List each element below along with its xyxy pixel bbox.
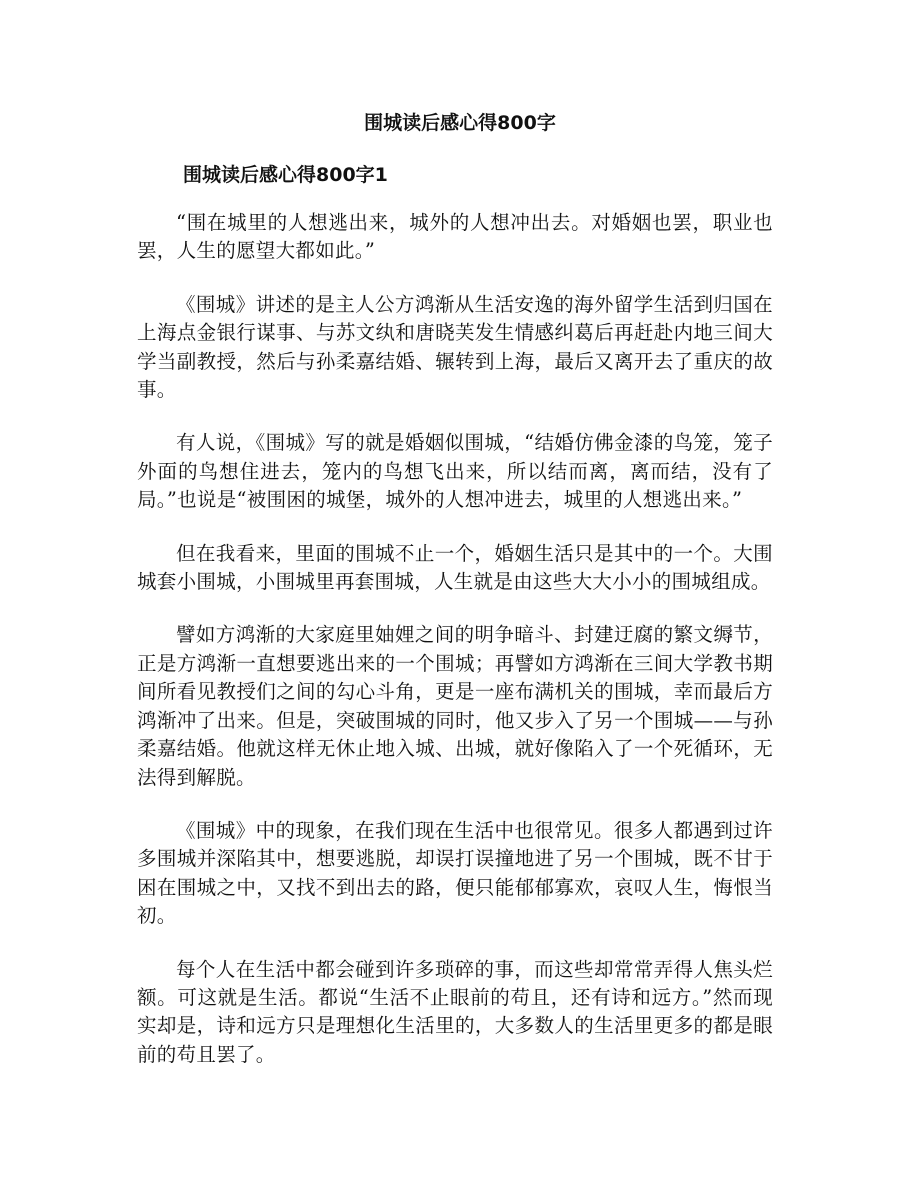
paragraph: 《围城》讲述的是主人公方鸿渐从生活安逸的海外留学生活到归国在上海点金银行谋事、与苏文纨和唐晓芙发生情感纠葛后再赶赴内地三间大学当副教授，然后与孙柔嘉结婚、辗转到上海，最后又离开去了重庆的故事。 (137, 292, 773, 402)
document-body (137, 209, 773, 1094)
section-heading: 围城读后感心得800字1 (183, 164, 388, 186)
paragraph: 有人说，《围城》写的就是婚姻似围城，“结婚仿佛金漆的鸟笼，笼子外面的鸟想住进去，笼内的鸟想飞出来，所以结而离，离而结，没有了局。”也说是“被围困的城堡，城外的人想冲进去，城里的人想逃出来。” (137, 431, 773, 512)
document-title: 围城读后感心得800字 (364, 112, 556, 134)
paragraph: 每个人在生活中都会碰到许多琐碎的事，而这些却常常弄得人焦头烂额。可这就是生活。都说“生活不止眼前的苟且，还有诗和远方。”然而现实却是，诗和远方只是理想化生活里的，大多数人的生活里更多的都是眼前的苟且罢了。 (137, 957, 773, 1066)
paragraph: 譬如方鸿渐的大家庭里妯娌之间的明争暗斗、封建迂腐的繁文缛节，正是方鸿渐一直想要逃出来的一个围城；再譬如方鸿渐在三间大学教书期间所看见教授们之间的勾心斗角，更是一座布满机关的围城，幸而最后方鸿渐冲了出来。但是，突破围城的同时，他又步入了另一个围城——与孙柔嘉结婚。他就这样无休止地入城、出城，就好像陷入了一个死循环，无法得到解脱。 (137, 623, 773, 789)
paragraph: 但在我看来，里面的围城不止一个，婚姻生活只是其中的一个。大围城套小围城，小围城里再套围城，人生就是由这些大大小小的围城组成。 (137, 541, 773, 594)
paragraph: “围在城里的人想逃出来，城外的人想冲出去。对婚姻也罢，职业也罢，人生的愿望大都如此。” (137, 211, 773, 263)
paragraph: 《围城》中的现象，在我们现在生活中也很常见。很多人都遇到过许多围城并深陷其中，想要逃脱，却误打误撞地进了另一个围城，既不甘于困在围城之中，又找不到出去的路，便只能郁郁寡欢，哀叹人生，悔恨当初。 (137, 818, 773, 928)
